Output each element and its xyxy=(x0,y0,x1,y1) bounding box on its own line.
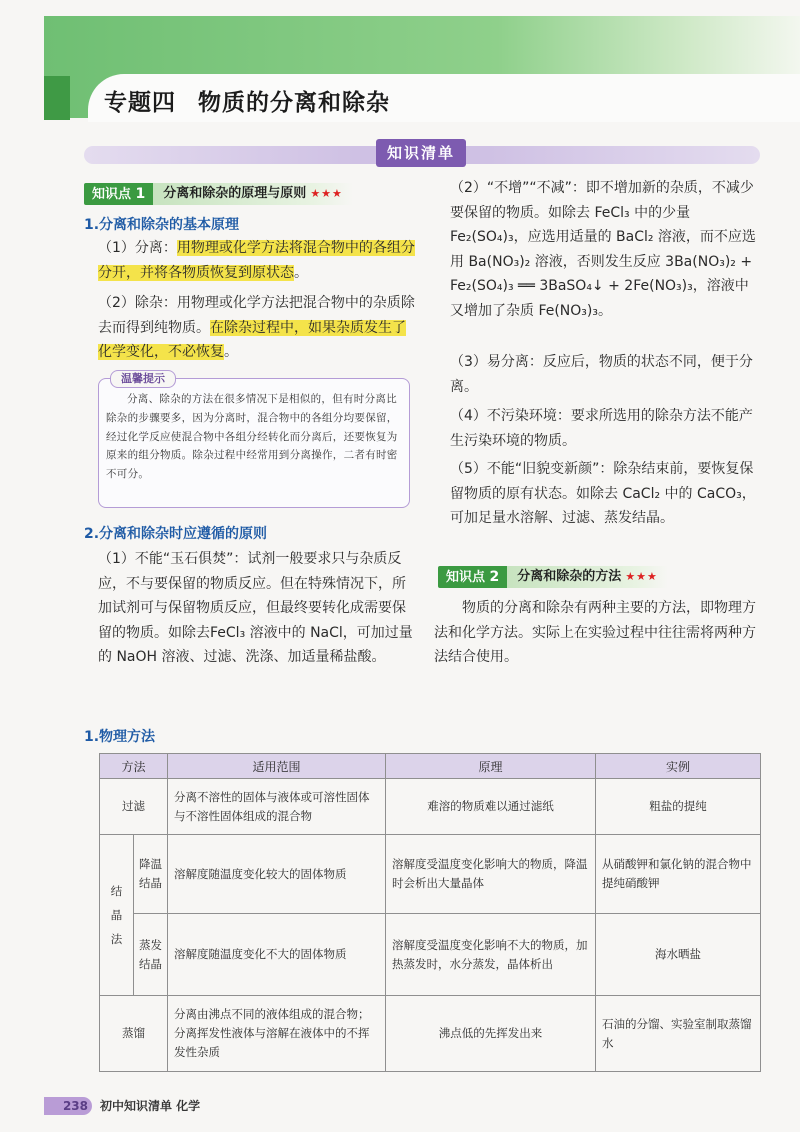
cell-method-filtration: 过滤 xyxy=(100,779,168,835)
cell-subtype-cooling: 降温结晶 xyxy=(134,835,168,914)
table-row-filtration xyxy=(100,779,761,835)
page-title xyxy=(104,84,412,117)
cell-method-crystallization: 结晶法 xyxy=(100,835,134,996)
knowledge-list-label: 知识清单 xyxy=(376,139,466,167)
kp1-title: 分离和除杂的原理与原则 ★★★ xyxy=(153,183,353,205)
cell-example-cooling: 从硝酸钾和氯化钠的混合物中提纯硝酸钾 xyxy=(596,835,761,914)
paragraph-no-jade-stone: （1）不能“玉石俱焚”：试剂一般要求只与杂质反应，不与要保留的物质反应。但在特殊情况下，所加试剂可与保留物质反应，但最终要转化成需要保留的物质。如除去FeCl₃ 溶液中的 NaCl，可加过量的 NaOH 溶液、过滤、洗涤、加适量稀盐酸。 xyxy=(98,551,413,665)
table-header-row xyxy=(100,754,761,779)
kp2-tag: 知识点 2 xyxy=(438,566,507,588)
table-row-distillation xyxy=(100,996,761,1072)
paragraph-easy-separation: （3）易分离：反应后，物质的状态不同，便于分离。 xyxy=(450,354,753,395)
paragraph-restore-state: （5）不能“旧貌变新颜”：除杂结束前，要恢复保留物质的原有状态。如除去 CaCl₂ 中的 CaCO₃，可加足量水溶解、过滤、蒸发结晶。 xyxy=(450,461,756,526)
section-heading-physical-methods: 1.物理方法 xyxy=(84,729,156,745)
cell-scope-distillation: 分离由沸点不同的液体组成的混合物；分离挥发性液体与溶解在液体中的不挥发性杂质 xyxy=(168,996,386,1072)
kp1-stars-icon: ★★★ xyxy=(310,187,343,200)
kp2-title: 分离和除杂的方法 ★★★ xyxy=(507,566,668,588)
cell-subtype-evaporation: 蒸发结晶 xyxy=(134,914,168,996)
page-number: 238 xyxy=(44,1097,92,1115)
paragraph-methods-intro: 物质的分离和除杂有两种主要的方法，即物理方法和化学方法。实际上在实验过程中往往需将两种方法结合使用。 xyxy=(434,600,756,665)
cell-scope-cooling: 溶解度随温度变化较大的固体物质 xyxy=(168,835,386,914)
highlight-impurity-removal: 在除杂过程中，如果杂质发生了化学变化，不必恢复 xyxy=(98,319,406,360)
col-header-example: 实例 xyxy=(596,754,761,779)
paragraph-no-add-no-reduce: （2）“不增”“不减”：即不增加新的杂质，不减少要保留的物质。如除去 FeCl₃ 中的少量 Fe₂(SO₄)₃，应选用适量的 BaCl₂ 溶液，而不应选用 Ba(NO₃)₂ 溶液，否则发生反应 3Ba(NO₃)₂ + Fe₂(SO₄)₃ ══ 3BaSO₄↓ + 2Fe(NO₃)₃，溶液中又增加了杂质 Fe(NO₃)₃。 xyxy=(450,180,756,319)
physical-methods-table xyxy=(99,753,761,1072)
cell-example-filtration: 粗盐的提纯 xyxy=(596,779,761,835)
highlight-separation: 用物理或化学方法将混合物中的各组分分开，并将各物质恢复到原状态 xyxy=(98,240,415,281)
col-header-scope: 适用范围 xyxy=(168,754,386,779)
table-row-cooling-crystallization xyxy=(100,835,761,914)
cell-method-distillation: 蒸馏 xyxy=(100,996,168,1072)
section-heading-basic-principles: 1.分离和除杂的基本原理 xyxy=(84,217,240,233)
knowledge-point-2 xyxy=(438,566,668,588)
cell-principle-distillation: 沸点低的先挥发出来 xyxy=(386,996,596,1072)
topic-title: 物质的分离和除杂 xyxy=(198,90,390,116)
book-title: 初中知识清单 化学 xyxy=(100,1099,201,1113)
topic-number: 专题四 xyxy=(104,90,176,116)
tip-box-title: 温馨提示 xyxy=(110,370,176,388)
col-header-method: 方法 xyxy=(100,754,168,779)
cell-example-distillation: 石油的分馏、实验室制取蒸馏水 xyxy=(596,996,761,1072)
cell-principle-filtration: 难溶的物质难以通过滤纸 xyxy=(386,779,596,835)
section-heading-principles: 2.分离和除杂时应遵循的原则 xyxy=(84,526,268,542)
tip-box-text: 分离、除杂的方法在很多情况下是相似的，但有时分离比除杂的步骤要多，因为分离时，混合物中的各组分均要保留，经过化学反应使混合物中各组分经转化而分离后，还要恢复为原来的组分物质。除杂过程中经常用到分离操作，二者有时密不可分。 xyxy=(106,393,398,481)
col-header-principle: 原理 xyxy=(386,754,596,779)
knowledge-point-1 xyxy=(84,183,353,205)
cell-scope-evaporation: 溶解度随温度变化不大的固体物质 xyxy=(168,914,386,996)
paragraph-separation: （1）分离：用物理或化学方法将混合物中的各组分分开，并将各物质恢复到原状态。 xyxy=(98,240,415,281)
table-row-evaporation-crystallization xyxy=(100,914,761,996)
cell-principle-cooling: 溶解度受温度变化影响大的物质，降温时会析出大量晶体 xyxy=(386,835,596,914)
cell-scope-filtration: 分离不溶性的固体与液体或可溶性固体与不溶性固体组成的混合物 xyxy=(168,779,386,835)
cell-principle-evaporation: 溶解度受温度变化影响不大的物质，加热蒸发时，水分蒸发，晶体析出 xyxy=(386,914,596,996)
cell-example-evaporation: 海水晒盐 xyxy=(596,914,761,996)
header-accent-bar xyxy=(44,76,70,120)
kp1-tag: 知识点 1 xyxy=(84,183,153,205)
paragraph-impurity-removal: （2）除杂：用物理或化学方法把混合物中的杂质除去而得到纯物质。在除杂过程中，如果杂质发生了化学变化，不必恢复。 xyxy=(98,295,415,360)
paragraph-no-pollution: （4）不污染环境：要求所选用的除杂方法不能产生污染环境的物质。 xyxy=(450,408,753,449)
kp2-stars-icon: ★★★ xyxy=(625,570,658,583)
